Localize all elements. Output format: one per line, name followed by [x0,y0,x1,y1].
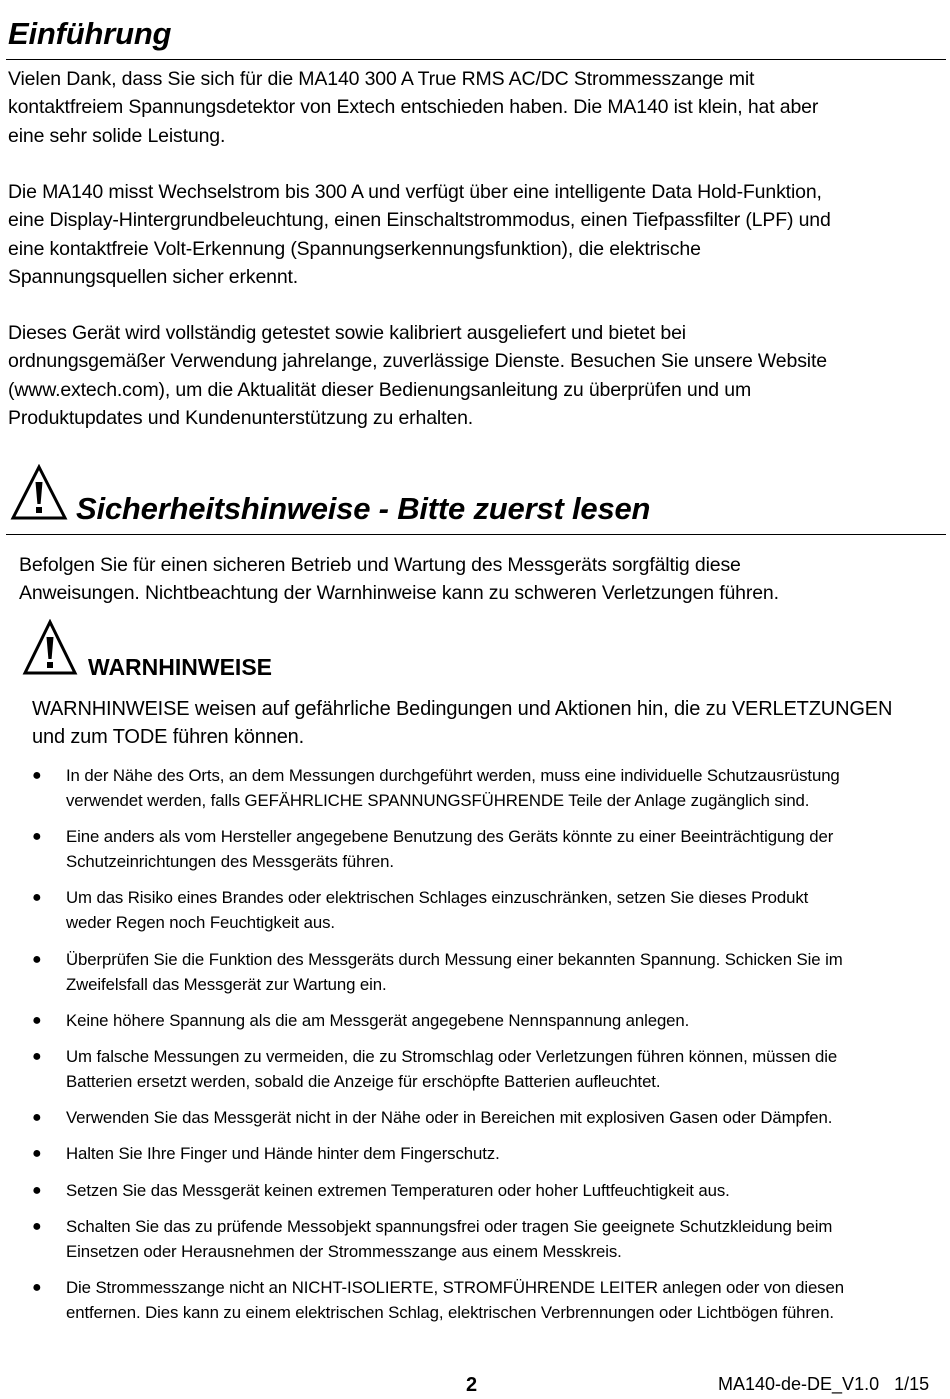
list-item [32,1214,944,1264]
list-item [32,885,944,935]
warning-triangle-icon [10,464,68,522]
text-line: Überprüfen Sie die Funktion des Messgeräts durch Messung einer bekannten Spannung. Schicken Sie im [66,949,843,969]
text-line: eine Display-Hintergrundbeleuchtung, einen Einschaltstrommodus, einen Tiefpassfilter (LPF) und [8,209,831,232]
bullet-icon: ● [32,1145,42,1163]
intro-paragraph-1 [8,65,943,150]
text-line: Die MA140 misst Wechselstrom bis 300 A und verfügt über eine intelligente Data Hold-Funktion, [8,181,822,203]
intro-paragraph-3 [8,319,943,433]
bullet-icon: ● [32,1181,42,1199]
bullet-icon: ● [32,1217,42,1235]
warning-description [32,695,944,752]
text-line: Anweisungen. Nichtbeachtung der Warnhinweise kann zu schweren Verletzungen führen. [19,582,779,605]
text-line: weder Regen noch Feuchtigkeit aus. [66,913,335,933]
list-item [32,1105,944,1130]
safety-heading-rule [6,534,946,535]
bullet-icon: ● [32,767,42,784]
text-line: Vielen Dank, dass Sie sich für die MA140 300 A True RMS AC/DC Strommesszange mit [8,68,755,90]
safety-intro [19,551,944,608]
text-line: Verwenden Sie das Messgerät nicht in der Nähe oder in Bereichen mit explosiven Gasen oder Dämpfen. [66,1108,833,1128]
page-number: 2 [466,1374,478,1396]
text-line: Spannungsquellen sicher erkennt. [8,266,299,289]
text-line: Eine anders als vom Hersteller angegebene Benutzung des Geräts könnte zu einer Beeinträchtigung der [66,827,834,847]
text-line: Setzen Sie das Messgerät keinen extremen Temperaturen oder hoher Luftfeuchtigkeit aus. [66,1180,730,1200]
text-line: Einsetzen oder Herausnehmen der Strommesszange aus einem Messkreis. [66,1241,622,1261]
bullet-icon: ● [32,828,42,846]
bullet-icon: ● [32,1011,42,1029]
text-line: Die Strommesszange nicht an NICHT-ISOLIERTE, STROMFÜHRENDE LEITER anlegen oder von diesen [66,1277,844,1297]
list-item [32,1275,944,1325]
text-line: Schalten Sie das zu prüfende Messobjekt spannungsfrei oder tragen Sie geeignete Schutzkleidung beim [66,1216,833,1236]
text-line: kontaktfreiem Spannungsdetektor von Extech entschieden haben. Die MA140 ist klein, hat aber [8,96,819,119]
text-line: Um falsche Messungen zu vermeiden, die zu Stromschlag oder Verletzungen führen können, müssen die [66,1046,838,1066]
text-line: Befolgen Sie für einen sicheren Betrieb und Wartung des Messgeräts sorgfältig diese [19,554,741,576]
text-line: WARNHINWEISE weisen auf gefährliche Bedingungen und Aktionen hin, die zu VERLETZUNGEN [32,698,893,720]
text-line: eine sehr solide Leistung. [8,124,226,147]
warning-heading: WARNHINWEISE [88,654,272,680]
bullet-icon: ● [32,889,42,907]
text-line: verwendet werden, falls GEFÄHRLICHE SPANNUNGSFÜHRENDE Teile der Anlage zugänglich sind. [66,791,810,810]
text-line: Dieses Gerät wird vollständig getestet sowie kalibriert ausgeliefert und bietet bei [8,322,686,344]
text-line: Keine höhere Spannung als die am Messgerät angegebene Nennspannung anlegen. [66,1010,690,1030]
safety-heading: Sicherheitshinweise - Bitte zuerst lesen [76,491,651,526]
text-line: Um das Risiko eines Brandes oder elektrischen Schlages einzuschränken, setzen Sie dieses Produkt [66,888,809,908]
intro-paragraph-2 [8,178,943,292]
list-item [32,1008,944,1033]
text-line: Zweifelsfall das Messgerät zur Wartung ein. [66,974,387,994]
document-id: MA140-de-DE_V1.0 1/15 [718,1374,930,1394]
text-line: Batterien ersetzt werden, sobald die Anzeige für erschöpfte Batterien aufleuchtet. [66,1071,661,1091]
warning-bullet-list [32,763,944,1336]
intro-heading: Einführung [8,16,172,51]
list-item [32,1178,944,1203]
bullet-icon: ● [32,1109,42,1127]
intro-heading-rule [6,59,946,60]
warning-triangle-icon [22,619,78,677]
text-line: eine kontaktfreie Volt-Erkennung (Spannungserkennungsfunktion), die elektrische [8,237,701,260]
list-item [32,1044,944,1094]
text-line: entfernen. Dies kann zu einem elektrischen Schlag, elektrischen Verbrennungen oder Lichtbögen führen. [66,1302,834,1322]
text-line: Halten Sie Ihre Finger und Hände hinter dem Fingerschutz. [66,1144,500,1164]
text-line: In der Nähe des Orts, an dem Messungen durchgeführt werden, muss eine individuelle Schutzausrüstung [66,766,840,785]
text-line: Produktupdates und Kundenunterstützung zu erhalten. [8,407,474,430]
text-line: und zum TODE führen können. [32,726,305,749]
bullet-icon: ● [32,1278,42,1296]
text-line: Schutzeinrichtungen des Messgeräts führen. [66,852,394,872]
list-item [32,947,944,997]
list-item [32,1141,944,1166]
text-line: (www.extech.com), um die Aktualität dieser Bedienungsanleitung zu überprüfen und um [8,378,752,401]
bullet-icon: ● [32,950,42,968]
bullet-icon: ● [32,1047,42,1065]
list-item [32,824,944,874]
list-item [32,763,944,813]
text-line: ordnungsgemäßer Verwendung jahrelange, zuverlässige Dienste. Besuchen Sie unsere Website [8,350,827,373]
